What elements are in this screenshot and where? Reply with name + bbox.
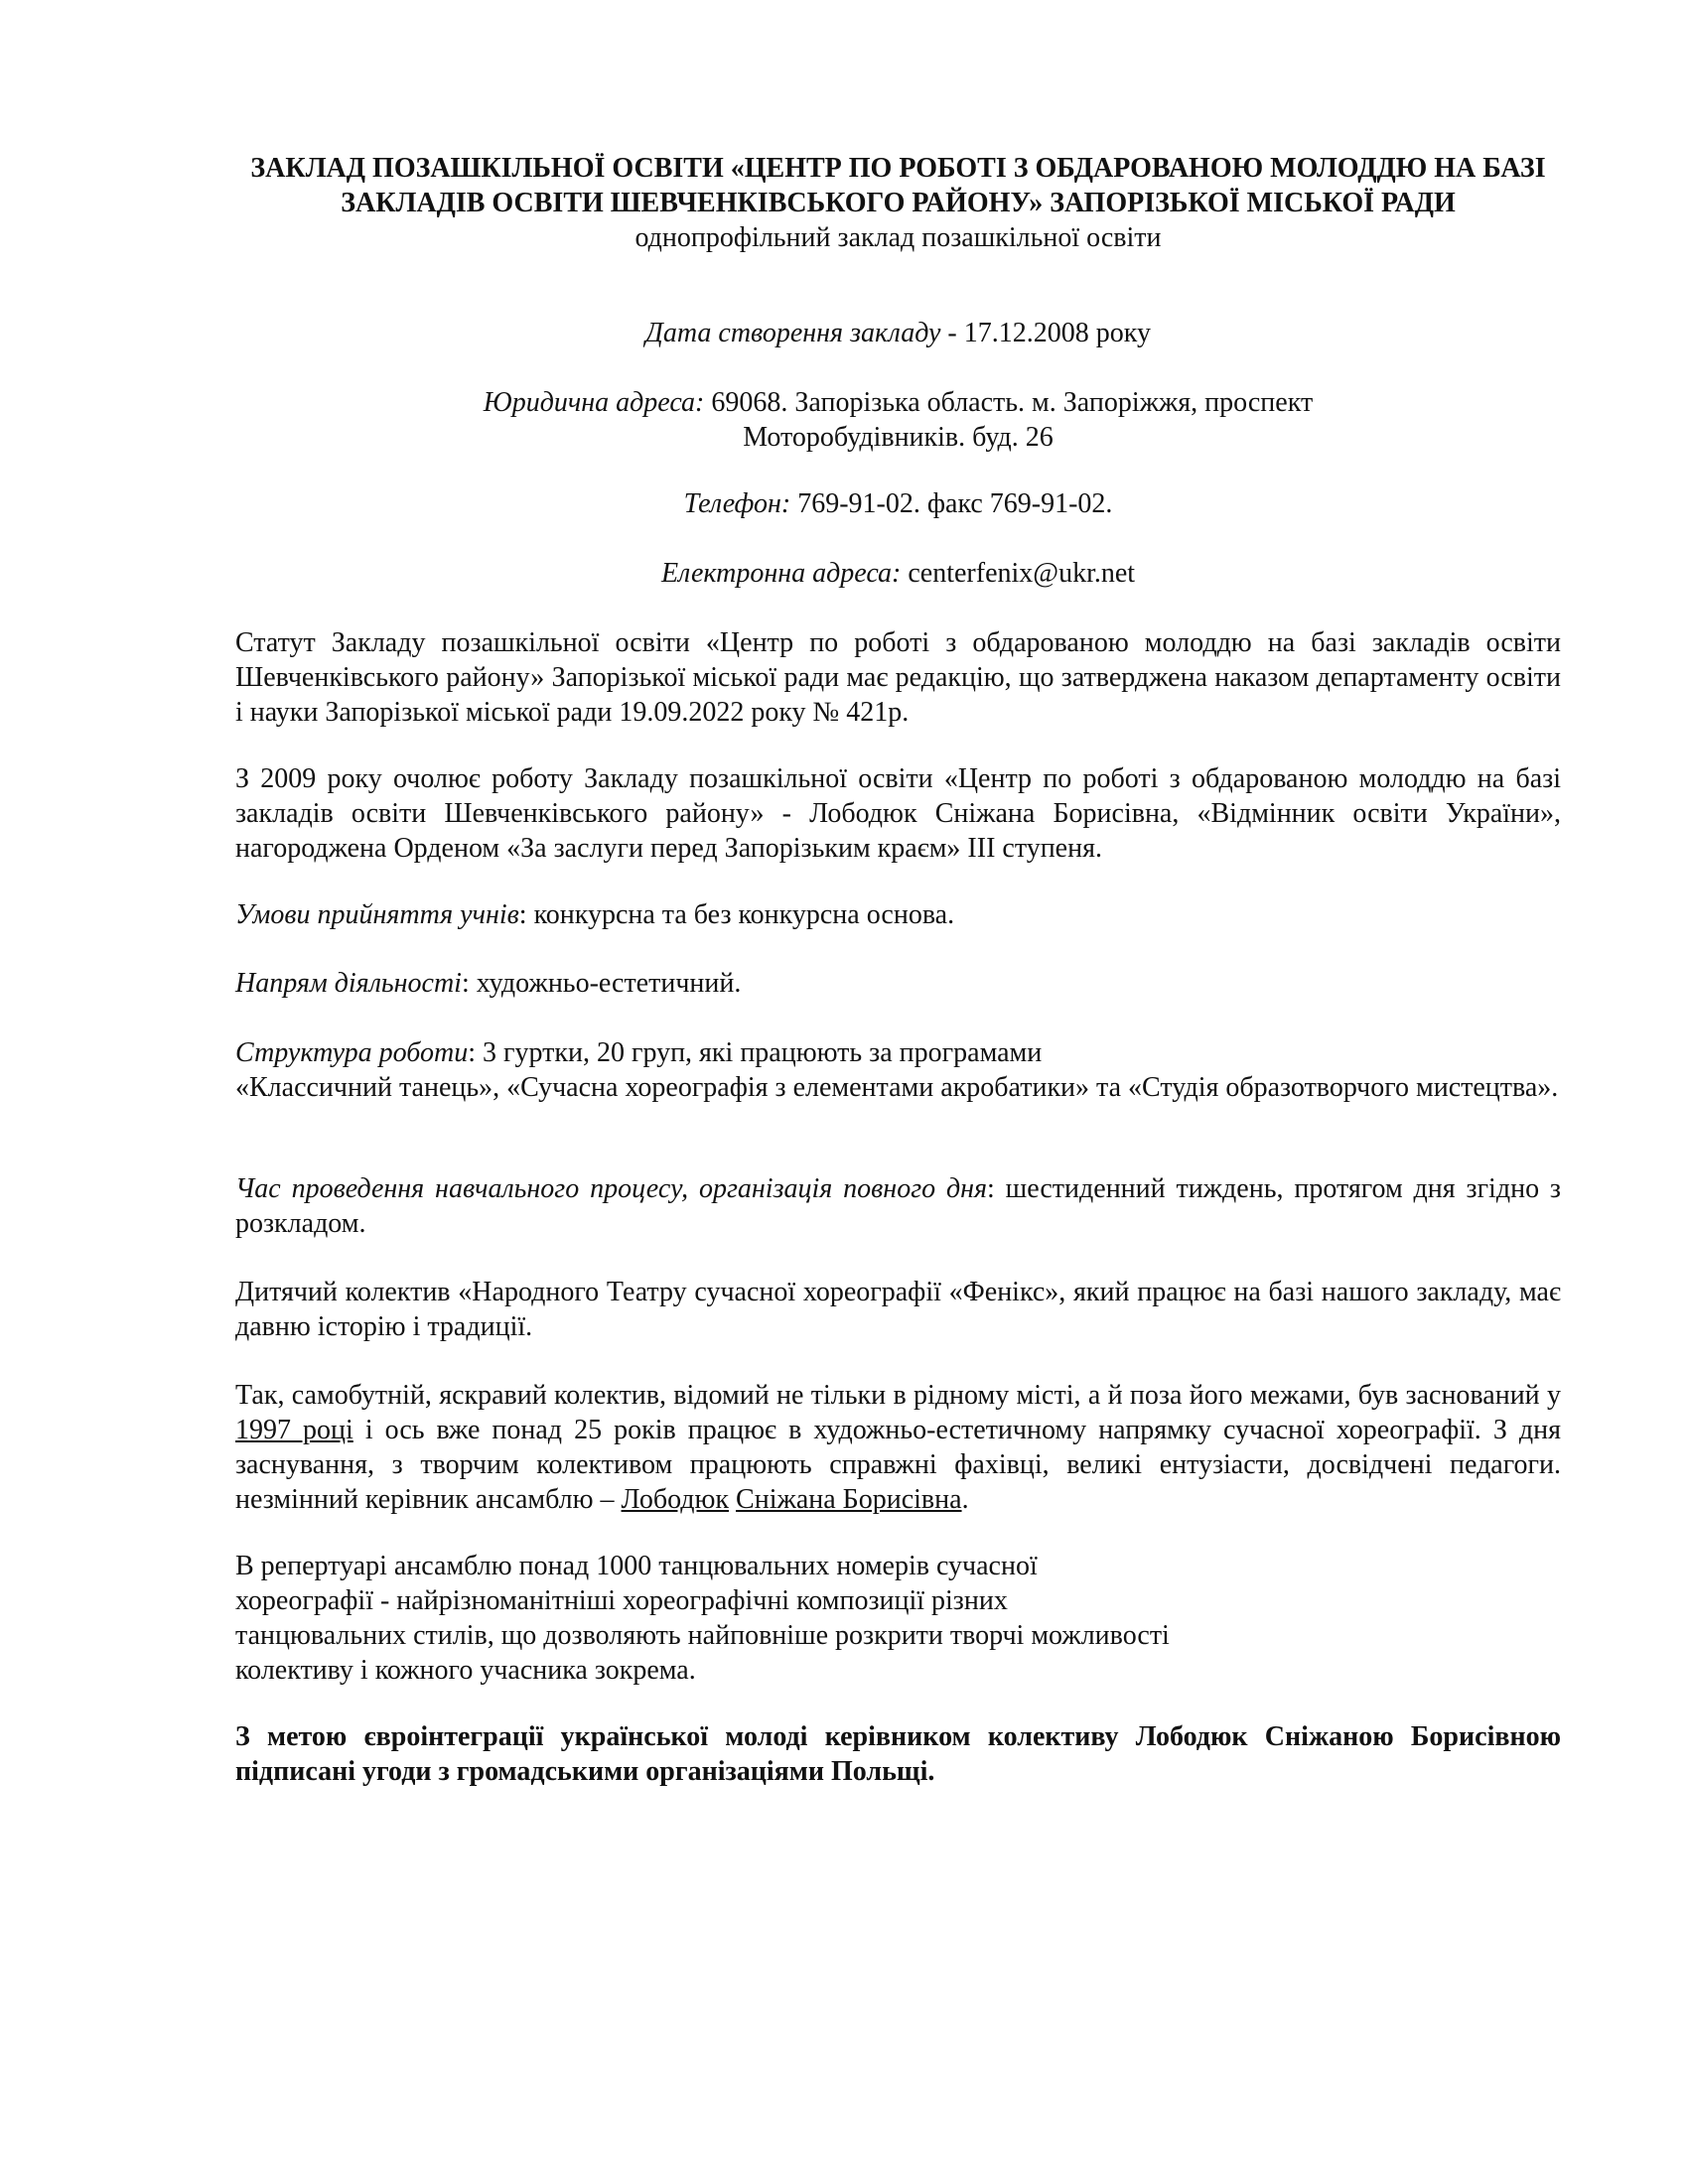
repertoire-line-4: колективу і кожного учасника зокрема.: [235, 1655, 696, 1686]
history-text-2: і ось вже понад 25 років працює в художньо-естетичному напрямку сучасної хореографії. З дня заснування, з творчим колективом працюють справжні фахівці, великі ентузіасти, досвідчені педагоги. незмінний керівник ансамблю –: [235, 1415, 1562, 1515]
structure-value-line-1: : 3 гуртки, 20 груп, які працюють за програмами: [468, 1037, 1043, 1068]
repertoire-paragraph: [235, 1549, 1561, 1688]
work-structure: [235, 1035, 1561, 1105]
institution-title-line-2: ЗАКЛАДІВ ОСВІТИ ШЕВЧЕНКІВСЬКОГО РАЙОНУ» ЗАПОРІЗЬКОЇ МІСЬКОЇ РАДИ: [341, 188, 1456, 218]
history-paragraph: [235, 1378, 1561, 1517]
legal-address-line-1: [235, 385, 1561, 420]
admission-conditions: [235, 897, 1561, 932]
schedule-paragraph: [235, 1171, 1561, 1241]
founded-value: - 17.12.2008 року: [940, 318, 1151, 348]
schedule-value: : шестиденний тиждень, протягом дня згідно з розкладом.: [235, 1173, 1561, 1239]
phone-value: 769-91-02. факс 769-91-02.: [790, 488, 1113, 519]
direction-label: Напрям діяльності: [235, 968, 462, 999]
director-paragraph: З 2009 року очолює роботу Закладу позашкільної освіти «Центр по роботі з обдарованою молоддю на базі закладів освіти Шевченківського району» - Лободюк Сніжана Борисівна, «Відмінник освіти України», нагороджена Орденом «За заслуги перед Запорізьким краєм» ІІІ ступеня.: [235, 763, 1561, 864]
address-label: Юридична адреса:: [483, 387, 705, 418]
schedule-label: Час проведення навчального процесу, організація повного дня: [235, 1173, 988, 1204]
direction-value: : художньо-естетичний.: [461, 968, 742, 999]
phone: [235, 486, 1561, 521]
eurointegration-paragraph: З метою євроінтеграції української молоді керівником колективу Лободюк Сніжаною Борисівною підписані угоди з громадськими організаціями Польщі.: [235, 1721, 1561, 1787]
phone-label: Телефон:: [683, 488, 791, 519]
address-value-line-1: 69068. Запорізька область. м. Запоріжжя, проспект: [704, 387, 1314, 418]
founding-year-link[interactable]: 1997 році: [235, 1415, 353, 1445]
email-value: centerfenix@ukr.net: [901, 558, 1136, 589]
repertoire-line-3: танцювальних стилів, що дозволяють найповніше розкрити творчі можливості: [235, 1620, 1170, 1651]
admission-label: Умови прийняття учнів: [235, 899, 519, 930]
institution-title-line-1: ЗАКЛАД ПОЗАШКІЛЬНОЇ ОСВІТИ «ЦЕНТР ПО РОБОТІ З ОБДАРОВАНОЮ МОЛОДДЮ НА БАЗІ: [250, 153, 1546, 184]
repertoire-line-2: хореографії - найрізноманітніші хореографічні композиції різних: [235, 1585, 1008, 1616]
collective-paragraph: Дитячий колектив «Народного Театру сучасної хореографії «Фенікс», який працює на базі нашого закладу, має давню історію і традиції.: [235, 1277, 1561, 1342]
activity-direction: [235, 966, 1561, 1001]
institution-title: [235, 151, 1561, 220]
structure-programs: «Классичний танець», «Сучасна хореографія з елементами акробатики» та «Студія образотворчого мистецтва».: [235, 1072, 1559, 1103]
email-label: Електронна адреса:: [660, 558, 902, 589]
email: [235, 556, 1561, 591]
admission-value: : конкурсна та без конкурсна основа.: [518, 899, 955, 930]
history-end: .: [961, 1484, 969, 1515]
institution-subtitle: однопрофільний заклад позашкільної освіти: [634, 222, 1162, 253]
history-space: [729, 1484, 736, 1515]
founded-label: Дата створення закладу: [645, 318, 941, 348]
statute-paragraph: Статут Закладу позашкільної освіти «Центр по роботі з обдарованою молоддю на базі закладів освіти Шевченківського району» Запорізької міської ради має редакцію, що затверджена наказом департаменту освіти і науки Запорізької міської ради 19.09.2022 року № 421р.: [235, 627, 1561, 728]
history-text-1: Так, самобутній, яскравий колектив, відомий не тільки в рідному місті, а й поза його межами, був заснований у: [235, 1380, 1561, 1411]
address-value-line-2: Моторобудівників. буд. 26: [743, 422, 1054, 453]
document-header: [235, 151, 1561, 255]
legal-address: [235, 385, 1561, 455]
repertoire-line-1: В репертуарі ансамблю понад 1000 танцювальних номерів сучасної: [235, 1551, 1038, 1581]
director-surname-link[interactable]: Лободюк: [621, 1484, 730, 1515]
structure-label: Структура роботи: [235, 1037, 469, 1068]
structure-line-1: [235, 1035, 1561, 1070]
founded-date: [235, 316, 1561, 350]
director-name-link[interactable]: Сніжана Борисівна: [736, 1484, 962, 1515]
